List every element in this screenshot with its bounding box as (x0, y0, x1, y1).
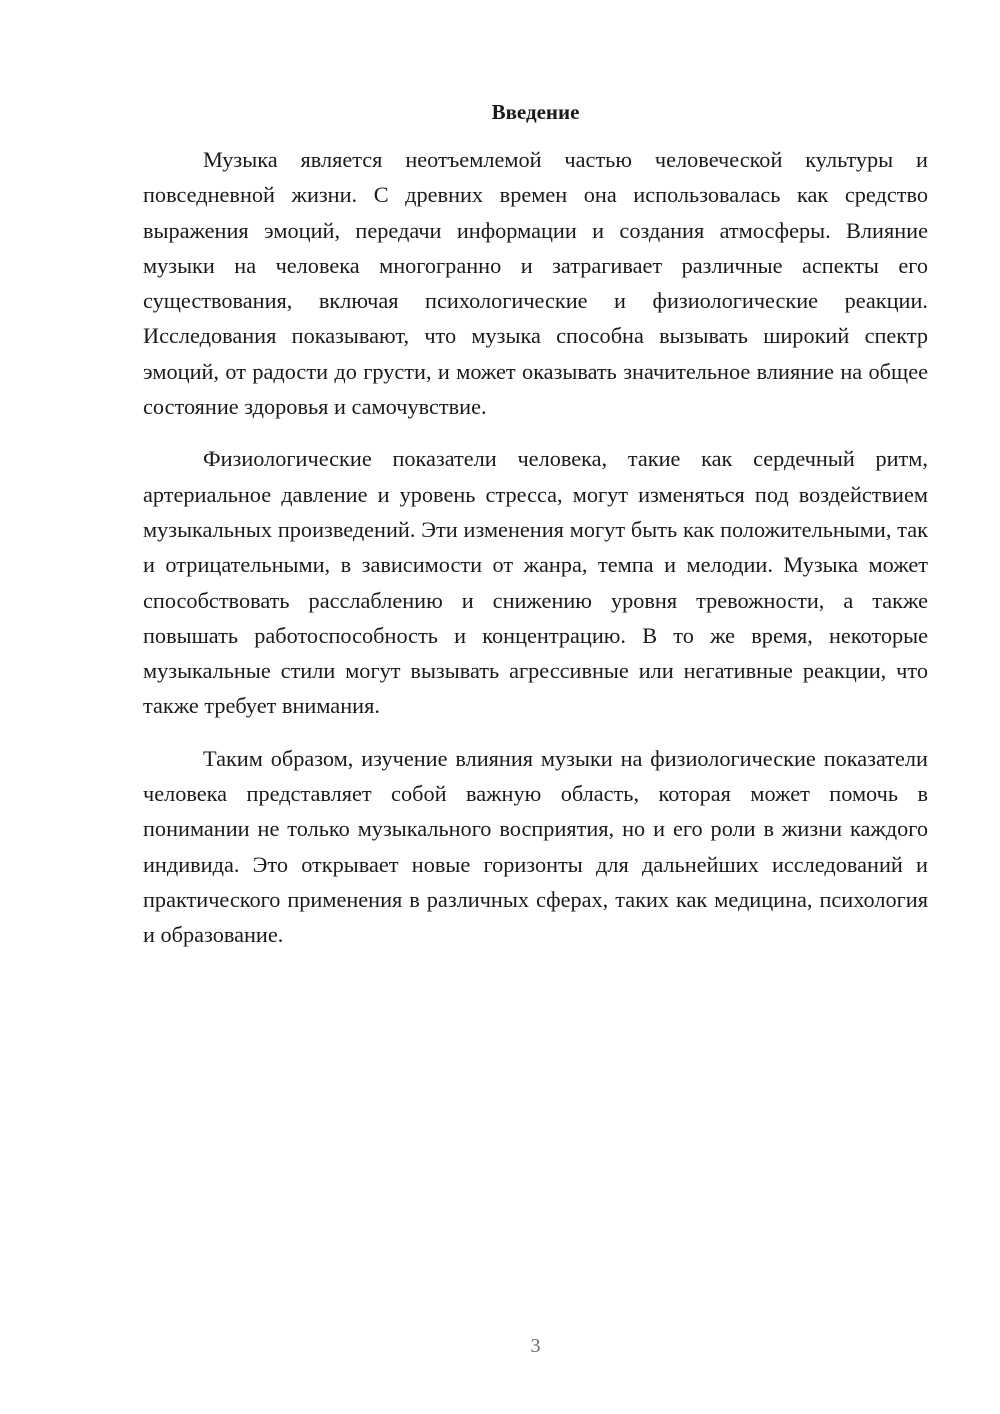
section-title: Введение (491, 100, 580, 124)
page-number: 3 (530, 1335, 541, 1357)
paragraph-2: Физиологические показатели человека, такие как сердечный ритм, артериальное давление и уровень стресса, могут изменяться под воздействием музыкальных произведений. Эти изменения могут быть как положительными, так и отрицательными, в зависимости от жанра, темпа и мелодии. Музыка может способствовать расслаблению и снижению уровня тревожности, а также повышать работоспособность и концентрацию. В то же время, некоторые музыкальные стили могут вызывать агрессивные или негативные реакции, что также требует внимания. (143, 446, 928, 719)
section-body (143, 142, 928, 970)
paragraph-3: Таким образом, изучение влияния музыки на физиологические показатели человека представляет собой важную область, которая может помочь в понимании не только музыкального восприятия, но и его роли в жизни каждого индивида. Это открывает новые горизонты для дальнейших исследований и практического применения в различных сферах, таких как медицина, психология и образование. (143, 745, 928, 948)
paragraph-1: Музыка является неотъемлемой частью человеческой культуры и повседневной жизни. С древних времен она использовалась как средство выражения эмоций, передачи информации и создания атмосферы. Влияние музыки на человека многогранно и затрагивает различные аспекты его существования, включая психологические и физиологические реакции. Исследования показывают, что музыка способна вызывать широкий спектр эмоций, от радости до грусти, и может оказывать значительное влияние на общее состояние здоровья и самочувствие. (143, 147, 928, 420)
